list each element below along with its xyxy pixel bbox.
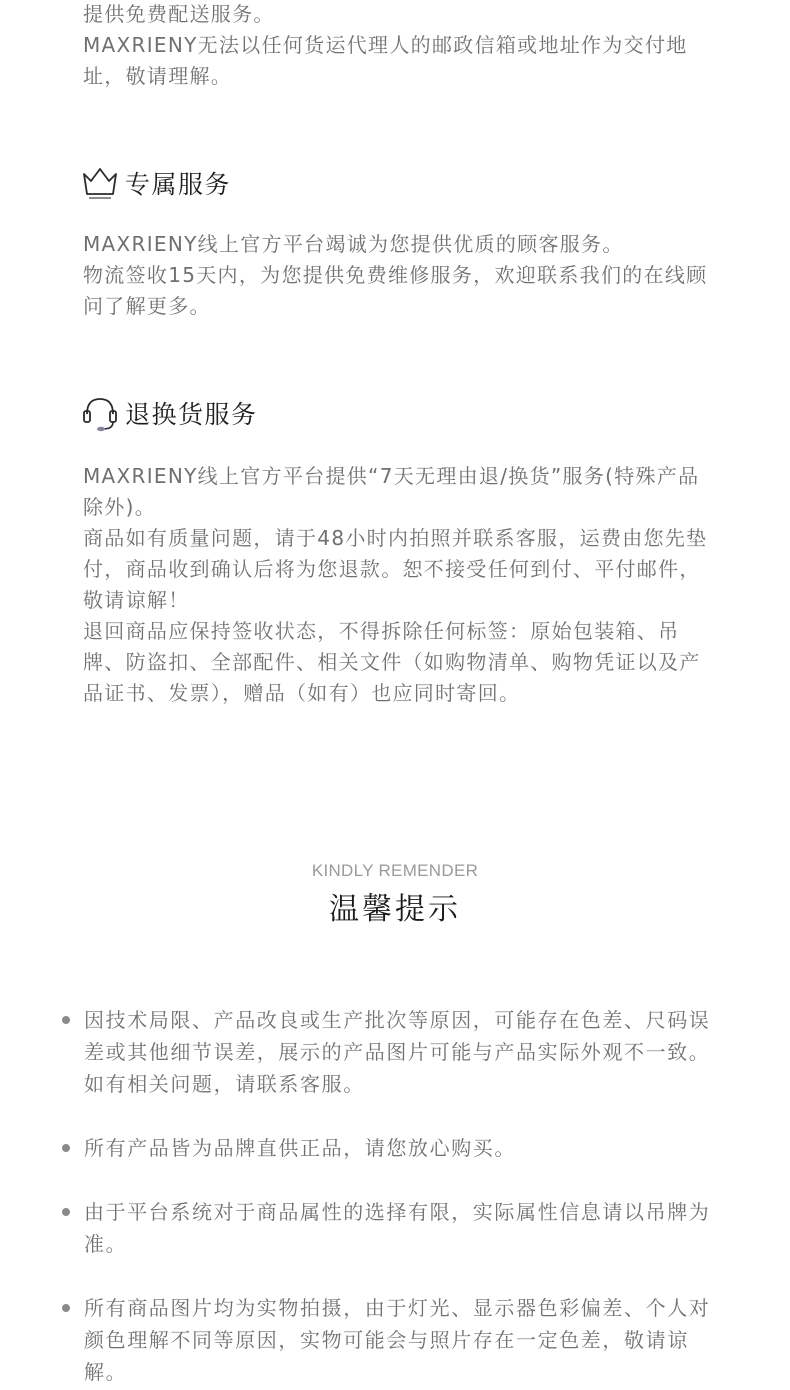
bullet-icon: [62, 1144, 70, 1152]
paragraph: 退回商品应保持签收状态，不得拆除任何标签：原始包装箱、吊牌、防盗扣、全部配件、相关文件（如购物清单、购物凭证以及产品证书、发票），赠品（如有）也应同时寄回。: [83, 619, 701, 705]
exclusive-service-header: [81, 163, 231, 203]
return-service-text: [83, 461, 713, 709]
delivery-text: [83, 0, 713, 92]
paragraph: 物流签收15天内，为您提供免费维修服务，欢迎联系我们的在线顾问了解更多。: [83, 263, 708, 318]
section-title: 退换货服务: [125, 400, 258, 429]
return-service-header: [81, 393, 258, 433]
list-item: [62, 1004, 722, 1100]
list-item: [62, 1292, 722, 1388]
tip-text: 因技术局限、产品改良或生产批次等原因，可能存在色差、尺码误差或其他细节误差，展示的产品图片可能与产品实际外观不一致。如有相关问题，请联系客服。: [84, 1008, 711, 1096]
headset-icon: [81, 394, 119, 432]
tip-text: 由于平台系统对于商品属性的选择有限，实际属性信息请以吊牌为准。: [84, 1200, 711, 1256]
reminder-title: 温馨提示: [329, 892, 461, 927]
tip-text: 所有商品图片均为实物拍摄，由于灯光、显示器色彩偏差、个人对颜色理解不同等原因，实物可能会与照片存在一定色差，敬请谅解。: [84, 1296, 711, 1384]
bullet-icon: [62, 1304, 70, 1312]
bullet-icon: [62, 1208, 70, 1216]
exclusive-service-text: [83, 229, 713, 322]
paragraph: 商品如有质量问题，请于48小时内拍照并联系客服，运费由您先垫付，商品收到确认后将为您退款。恕不接受任何到付、平付邮件，敬请谅解！: [83, 526, 708, 612]
tip-text: 所有产品皆为品牌直供正品，请您放心购买。: [84, 1136, 516, 1160]
delivery-line: 提供免费配送服务。: [83, 2, 275, 26]
delivery-line: MAXRIENY无法以任何货运代理人的邮政信箱或地址作为交付地址，敬请理解。: [83, 33, 688, 88]
paragraph: MAXRIENY线上官方平台提供“7天无理由退/换货”服务(特殊产品除外)。: [83, 464, 700, 519]
list-item: [62, 1132, 722, 1164]
crown-icon: [81, 164, 119, 202]
paragraph: MAXRIENY线上官方平台竭诚为您提供优质的顾客服务。: [83, 232, 624, 256]
bullet-icon: [62, 1016, 70, 1024]
section-title: 专属服务: [125, 170, 232, 199]
reminder-subtitle: KINDLY REMENDER: [311, 861, 479, 880]
list-item: [62, 1196, 722, 1260]
